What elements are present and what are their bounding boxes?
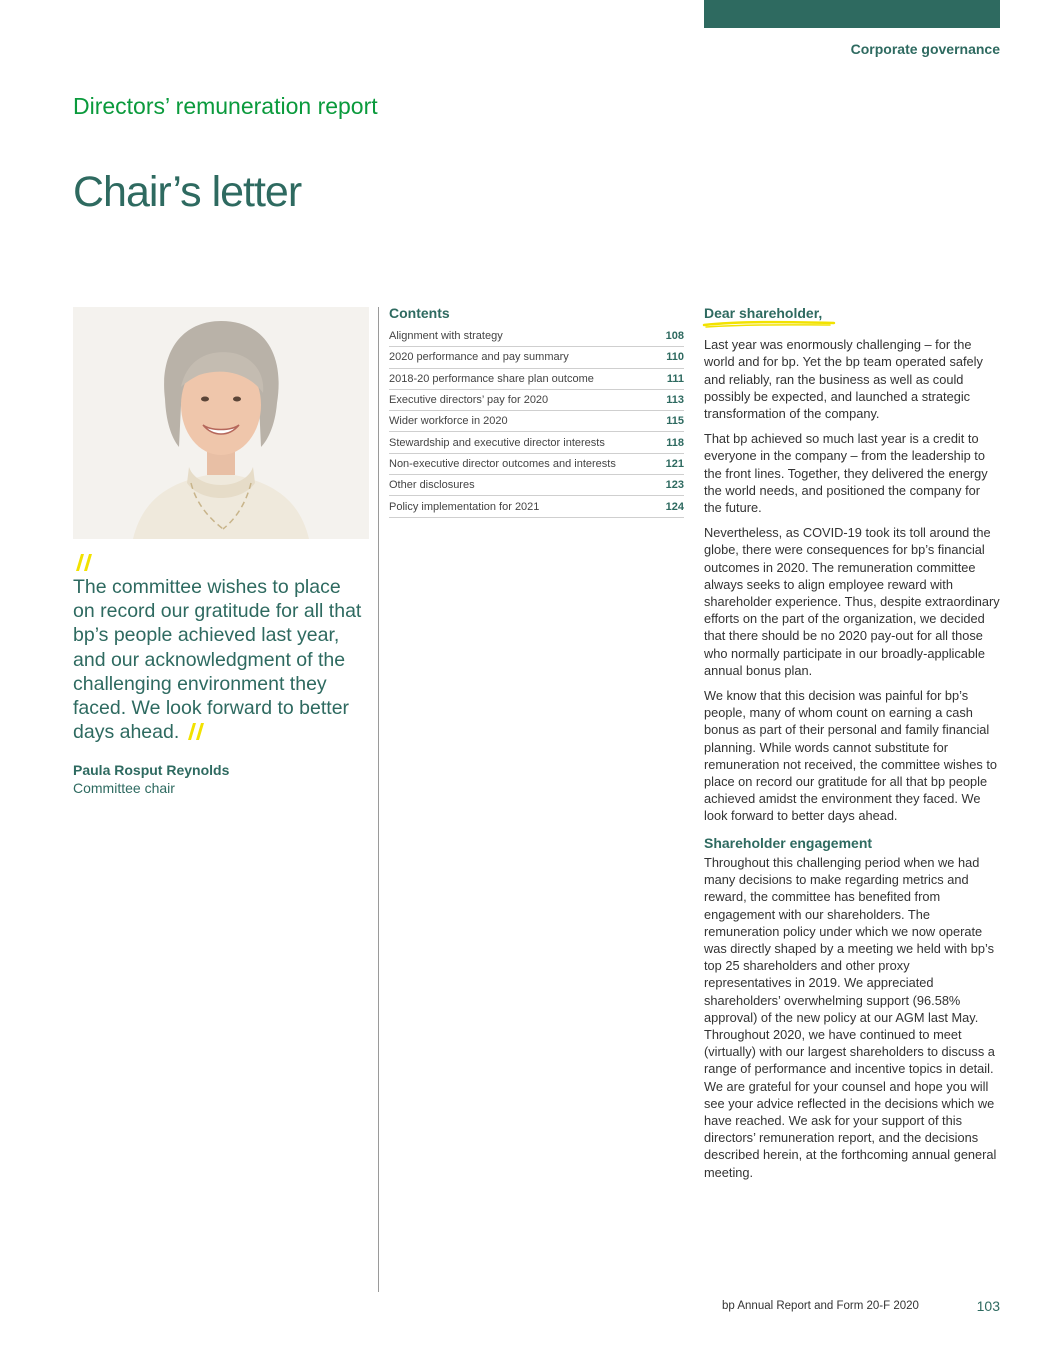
contents-table <box>389 305 684 518</box>
contents-title: Contents <box>389 305 450 321</box>
column-divider <box>378 307 379 1292</box>
letter-paragraph: That bp achieved so much last year is a credit to everyone in the company – from the leadership to the front lines. Together, they delivered the energy the world needs, and positioned the company for the future. <box>704 431 988 516</box>
toc-item[interactable] <box>389 411 684 432</box>
toc-item-page: 121 <box>665 457 684 470</box>
toc-item-label: 2020 performance and pay summary <box>389 351 569 364</box>
toc-item[interactable] <box>389 347 684 368</box>
toc-item[interactable] <box>389 454 684 475</box>
pull-quote <box>73 575 365 744</box>
page-title: Chair’s letter <box>73 168 302 216</box>
underline-swoosh-icon <box>702 320 836 328</box>
toc-item-page: 110 <box>666 351 684 364</box>
toc-item-page: 118 <box>666 436 684 449</box>
toc-item[interactable] <box>389 432 684 453</box>
toc-item-label: 2018-20 performance share plan outcome <box>389 372 594 385</box>
toc-item-page: 113 <box>666 394 684 407</box>
toc-item-page: 108 <box>665 330 684 343</box>
engagement-paragraph: Throughout this challenging period when we had many decisions to make regarding metrics and reward, the committee has benefited from engagement with our shareholders. The remuneration policy under which we now operate was directly shaped by a meeting we held with bp’s top 25 shareholders and other proxy representatives in 2019. We appreciated shareholders’ overwhelming support (96.58% approval) of the new policy at our AGM last May. Throughout 2020, we have continued to meet (virtually) with our largest shareholders to discuss a range of performance and incentive topics in detail. We are grateful for your counsel and hope you will see your advice reflected in the decisions which we have reached. We ask for your support of this directors’ remuneration report, and the decisions described herein, at the forthcoming annual general meeting. <box>704 854 997 1180</box>
toc-item-page: 111 <box>666 372 684 385</box>
salutation <box>704 305 822 322</box>
subheading-shareholder-engagement: Shareholder engagement <box>704 834 873 851</box>
portrait-photo <box>73 307 369 539</box>
toc-item[interactable] <box>389 496 684 517</box>
quote-close-icon <box>185 720 207 742</box>
toc-item-page: 124 <box>665 500 684 513</box>
toc-item-label: Non-executive director outcomes and interests <box>389 457 616 470</box>
toc-item-label: Other disclosures <box>389 479 475 492</box>
toc-item-page: 123 <box>665 479 684 492</box>
toc-item[interactable] <box>389 475 684 496</box>
letter-paragraph: We know that this decision was painful for bp’s people, many of whom count on earning a cash bonus as part of their personal and family financial planning. While words cannot substitute for remuneration not received, the committee wishes to place on record our gratitude for all that bp people achieved amidst the environment they faced. We look forward to better days ahead. <box>704 688 998 824</box>
quote-author-name: Paula Rosput Reynolds <box>73 762 230 778</box>
portrait-illustration <box>73 307 369 539</box>
toc-item-page: 115 <box>666 415 684 428</box>
pull-quote-text: The committee wishes to place on record our gratitude for all that bp’s people achieved last year, and our acknowledgment of the challenging environment they faced. We look forward to better days ahead. <box>73 576 362 744</box>
toc-item[interactable] <box>389 369 684 390</box>
letter-paragraph: Nevertheless, as COVID-19 took its toll around the globe, there were consequences for bp’s financial outcomes in 2020. The remuneration committee always seeks to align employee reward with shareholder experience. Thus, despite extraordinary efforts on the part of the organization, we decided that there should be no 2020 pay-out for all those who normally participate in our broadly-applicable annual bonus plan. <box>704 525 1000 678</box>
toc-item-label: Alignment with strategy <box>389 330 503 343</box>
letter-paragraph: Last year was enormously challenging – for the world and for bp. Yet the bp team operated safely and reliably, ran the business as well as could possibly be expected, and launched a strategic transformation of the company. <box>704 337 983 422</box>
quote-author-role: Committee chair <box>73 780 175 796</box>
section-label: Corporate governance <box>850 41 1000 57</box>
toc-item-label: Wider workforce in 2020 <box>389 415 508 428</box>
salutation-text: Dear shareholder, <box>704 305 823 321</box>
report-title: Directors’ remuneration report <box>73 93 378 119</box>
toc-item[interactable] <box>389 326 684 347</box>
letter-body <box>704 305 1000 1189</box>
footer-publication: bp Annual Report and Form 20-F 2020 <box>722 1300 919 1312</box>
quote-open-icon <box>73 551 95 573</box>
toc-item-label: Executive directors’ pay for 2020 <box>389 394 549 407</box>
toc-item-label: Stewardship and executive director interests <box>389 436 605 449</box>
page-number: 103 <box>976 1298 1000 1314</box>
header-color-bar <box>704 0 1000 28</box>
toc-item[interactable] <box>389 390 684 411</box>
toc-item-label: Policy implementation for 2021 <box>389 500 540 513</box>
